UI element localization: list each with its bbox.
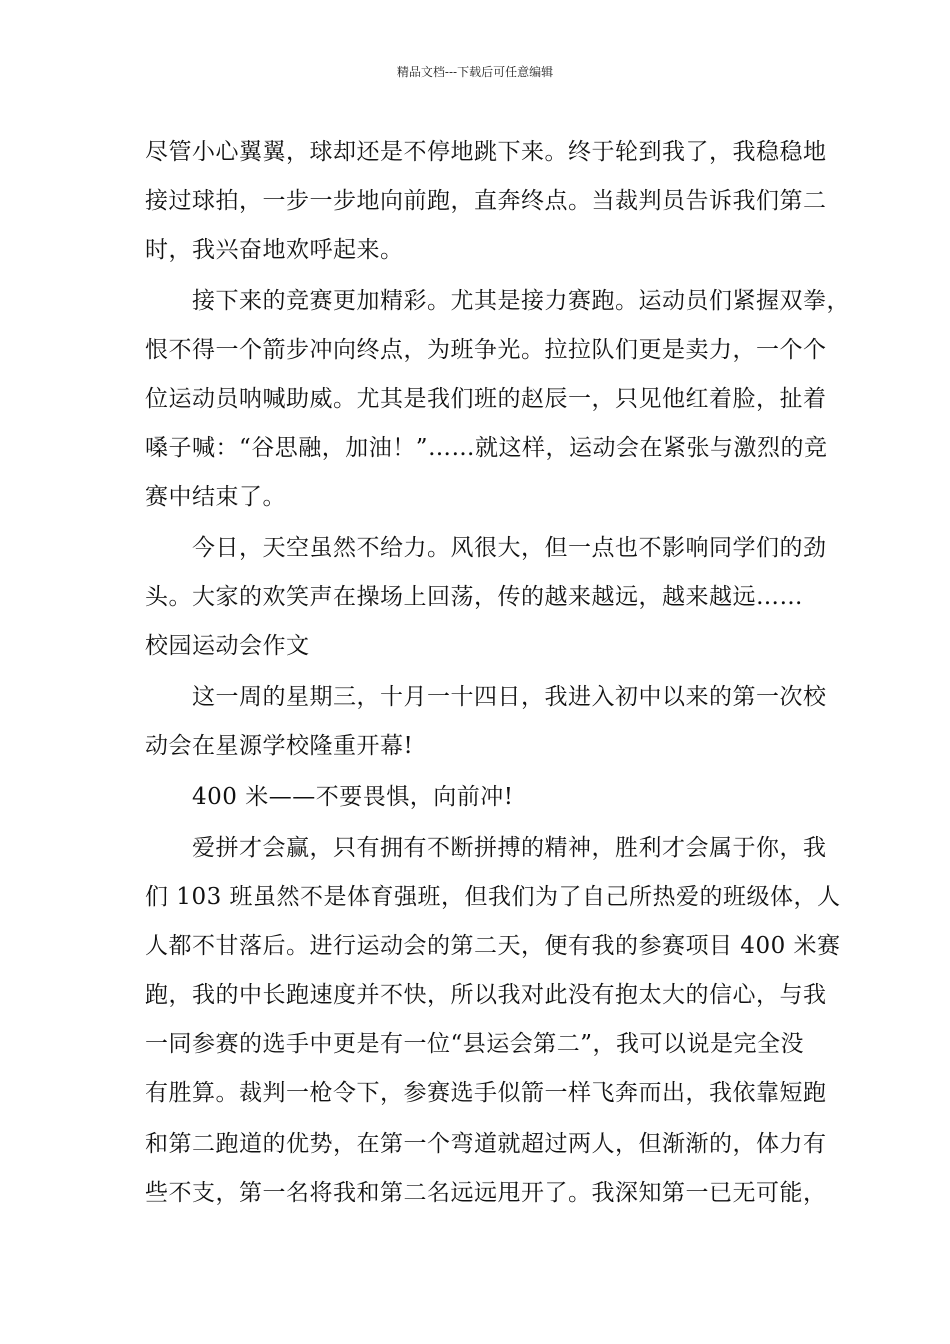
text-line: 这一周的星期三，十月一十四日，我进入初中以来的第一次校: [145, 684, 827, 710]
text-line: 们 103 班虽然不是体育强班，但我们为了自己所热爱的班级体，人: [145, 884, 841, 910]
text-line: 人都不甘落后。进行运动会的第二天，便有我的参赛项目 400 米赛: [145, 933, 841, 959]
text-line: 嗓子喊：“谷思融，加油！”……就这样，运动会在紧张与激烈的竞: [145, 435, 828, 461]
text-line: 位运动员呐喊助威。尤其是我们班的赵辰一，只见他红着脸，扯着: [145, 386, 827, 412]
text-line: 些不支，第一名将我和第二名远远甩开了。我深知第一已无可能，: [145, 1180, 827, 1206]
page-header: 精品文档---下载后可任意编辑: [396, 65, 554, 79]
text-line: 时，我兴奋地欢呼起来。: [145, 237, 404, 263]
text-line: 赛中结束了。: [145, 484, 286, 510]
text-line: 跑，我的中长跑速度并不快，所以我对此没有抱太大的信心，与我: [145, 982, 827, 1008]
text-line: 有胜算。裁判一枪令下，参赛选手似箭一样飞奔而出，我依靠短跑: [145, 1080, 827, 1106]
text-line: 400 米——不要畏惧，向前冲!: [145, 784, 514, 810]
text-line: 恨不得一个箭步冲向终点，为班争光。拉拉队们更是卖力，一个个: [145, 337, 827, 363]
text-line: 一同参赛的选手中更是有一位“县运会第二”，我可以说是完全没: [145, 1031, 805, 1057]
text-line: 和第二跑道的优势，在第一个弯道就超过两人，但渐渐的，体力有: [145, 1131, 827, 1157]
text-line: 爱拼才会赢，只有拥有不断拼搏的精神，胜利才会属于你，我: [145, 835, 827, 861]
text-line: 接过球拍，一步一步地向前跑，直奔终点。当裁判员告诉我们第二: [145, 188, 827, 214]
text-line: 接下来的竞赛更加精彩。尤其是接力赛跑。运动员们紧握双拳，: [145, 288, 850, 314]
text-line: 动会在星源学校隆重开幕!: [145, 733, 414, 759]
text-line: 今日，天空虽然不给力。风很大，但一点也不影响同学们的劲: [145, 535, 827, 561]
text-line: 尽管小心翼翼，球却还是不停地跳下来。终于轮到我了，我稳稳地: [145, 139, 827, 165]
section-title: 校园运动会作文: [145, 633, 310, 659]
text-line: 头。大家的欢笑声在操场上回荡，传的越来越远，越来越远……: [145, 584, 803, 610]
